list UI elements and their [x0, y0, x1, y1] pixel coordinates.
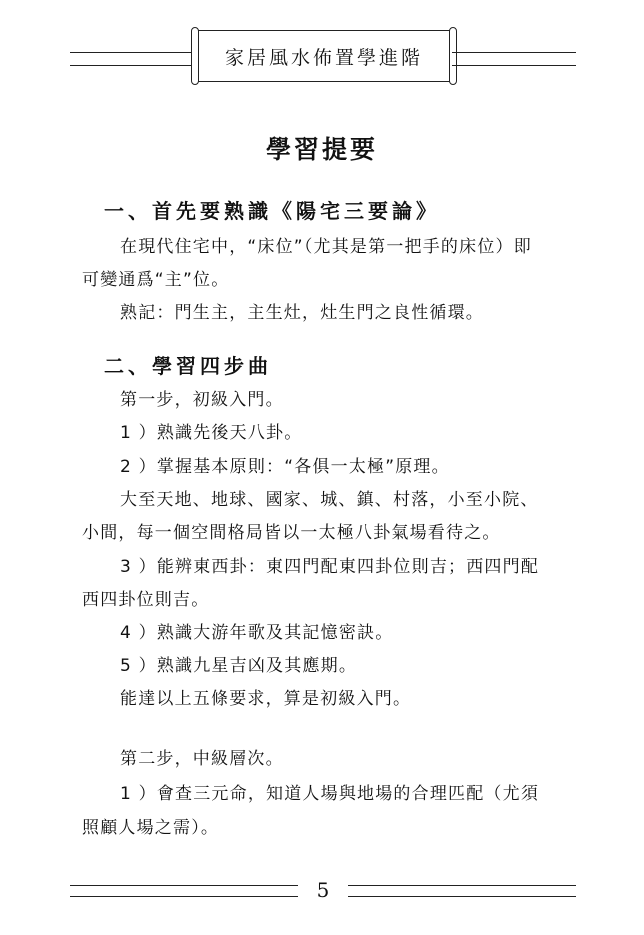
book-title: 家居風水佈置學進階	[224, 47, 423, 69]
paragraph-line: 大至天地、地球、國家、城、鎮、村落，小至小院、	[120, 490, 539, 510]
list-item: 4 ）熟識大游年歌及其記憶密訣。	[120, 623, 394, 643]
paragraph-line: 能達以上五條要求，算是初級入門。	[120, 689, 412, 709]
page-heading: 學習提要	[265, 135, 378, 164]
footer-rule-right	[348, 885, 576, 897]
list-item: 1 ）熟識先後天八卦。	[120, 423, 303, 443]
header-rule-left	[70, 52, 196, 66]
list-item: 2 ）掌握基本原則：“各俱一太極”原理。	[120, 457, 450, 477]
list-item: 5 ）熟識九星吉凶及其應期。	[120, 656, 358, 676]
footer-rule-left	[70, 885, 298, 897]
paragraph-line: 小間，每一個空間格局皆以一太極八卦氣場看待之。	[82, 523, 501, 543]
paragraph-line: 照顧人場之需）。	[82, 818, 220, 838]
header-rule-right	[452, 52, 576, 66]
paragraph-line: 第二步，中級層次。	[120, 749, 284, 769]
paragraph-line: 在現代住宅中，“床位”（尤其是第一把手的床位）即	[120, 237, 532, 257]
header-scroll-banner	[196, 30, 452, 82]
list-item: 3 ）能辨東西卦：東四門配東四卦位則吉；西四門配	[120, 557, 540, 577]
page-number: 5	[316, 878, 330, 902]
section-title-1: 一、首先要熟識《陽宅三要論》	[104, 199, 440, 223]
list-item: 1 ）會查三元命，知道人場與地場的合理匹配（尤須	[120, 784, 540, 804]
paragraph-line: 可變通爲“主”位。	[82, 270, 230, 290]
paragraph-line: 西四卦位則吉。	[82, 590, 210, 610]
section-title-2: 二、學習四步曲	[104, 354, 272, 378]
paragraph-line: 第一步，初級入門。	[120, 390, 284, 410]
paragraph-line: 熟記：門生主，主生灶，灶生門之良性循環。	[120, 303, 484, 323]
